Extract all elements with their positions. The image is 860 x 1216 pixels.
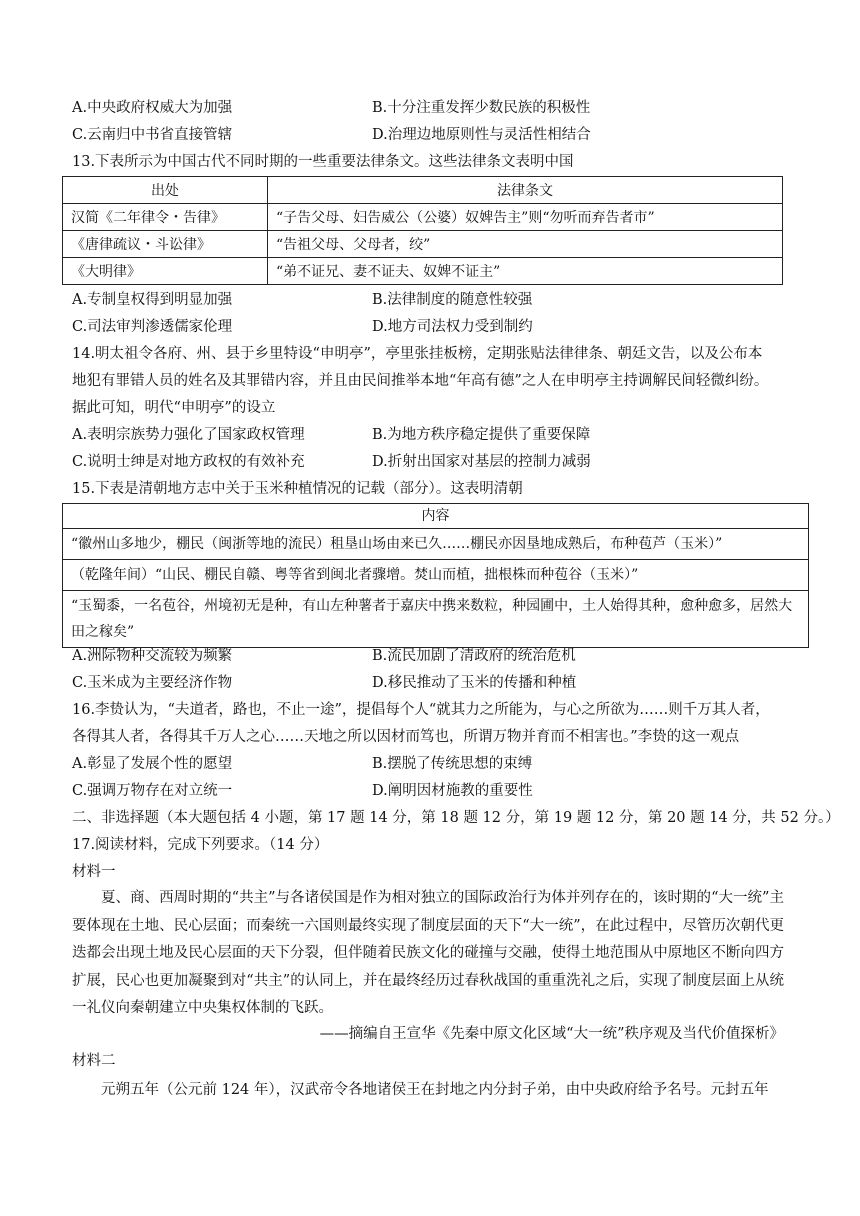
q14-option-b: B.为地方秩序稳定提供了重要保障 (372, 427, 591, 443)
q15-option-b: B.流民加剧了清政府的统治危机 (372, 648, 576, 664)
material1-label: 材料一 (72, 864, 116, 880)
material1-source: ——摘编自王宣华《先秦中原文化区域“大一统”秩序观及当代价值探析》 (319, 1026, 784, 1042)
q14-option-c: C.说明士绅是对地方政权的有效补充 (72, 454, 305, 470)
q14-option-a: A.表明宗族势力强化了国家政权管理 (72, 427, 305, 443)
q15-record-table (62, 503, 809, 648)
q12-option-a: A.中央政府权威大为加强 (72, 100, 233, 116)
table-header-source: 出处 (63, 177, 268, 204)
q16-option-c: C.强调万物存在对立统一 (72, 783, 233, 799)
q13-option-c: C.司法审判渗透儒家伦理 (72, 319, 233, 335)
q16-stem-line1: 16.李贽认为，“夫道者，路也，不止一途”，提倡每个人“就其力之所能为，与心之所欲为……则千万其人者， (72, 702, 770, 718)
table-row (63, 258, 783, 285)
q12-option-b: B.十分注重发挥少数民族的积极性 (372, 100, 591, 116)
q14-stem-line1: 14.明太祖令各府、州、县于乡里特设“申明亭”，亭里张挂板榜，定期张贴法律律条、朝廷文告，以及公布本 (72, 346, 763, 362)
table-row (63, 204, 783, 231)
q13-option-d: D.地方司法权力受到制约 (372, 319, 533, 335)
q13-law-table (62, 176, 783, 285)
table-row (63, 231, 783, 258)
table-cell-source: 汉简《二年律令・告律》 (63, 204, 268, 231)
table-row (63, 591, 809, 648)
table-header-law: 法律条文 (268, 177, 783, 204)
q17-stem: 17.阅读材料，完成下列要求。（14 分） (72, 837, 329, 853)
q13-option-b: B.法律制度的随意性较强 (372, 292, 533, 308)
table-header-content: 内容 (63, 504, 809, 529)
section-heading: 二、非选择题（本大题包括 4 小题，第 17 题 14 分，第 18 题 12 分，第 19 题 12 分，第 20 题 14 分，共 52 分。） (72, 810, 840, 826)
q16-option-a: A.彰显了发展个性的愿望 (72, 756, 233, 772)
q14-stem-line3: 据此可知，明代“申明亭”的设立 (72, 400, 276, 416)
q14-option-d: D.折射出国家对基层的控制力减弱 (372, 454, 591, 470)
table-row (63, 560, 809, 591)
table-cell-law: “告祖父母、父母者，绞” (268, 231, 783, 258)
q12-option-d: D.治理边地原则性与灵活性相结合 (372, 127, 591, 143)
table-cell-content: “玉蜀黍，一名苞谷，州境初无是种，有山左种薯者于嘉庆中携来数粒，种园圃中，土人始得其种，愈种愈多，居然大田之稼矣” (63, 591, 809, 648)
table-header-row (63, 504, 809, 529)
q15-option-c: C.玉米成为主要经济作物 (72, 675, 233, 691)
q12-option-c: C.云南归中书省直接管辖 (72, 127, 233, 143)
q13-option-a: A.专制皇权得到明显加强 (72, 292, 233, 308)
table-row (63, 529, 809, 560)
q13-stem: 13.下表所示为中国古代不同时期的一些重要法律条文。这些法律条文表明中国 (72, 154, 574, 170)
table-header-row (63, 177, 783, 204)
q16-option-b: B.摆脱了传统思想的束缚 (372, 756, 533, 772)
table-cell-source: 《唐律疏议・斗讼律》 (63, 231, 268, 258)
table-cell-law: “弟不证兄、妻不证夫、奴婢不证主” (268, 258, 783, 285)
q16-stem-line2: 各得其人者，各得其千万人之心……天地之所以因材而笃也，所谓万物并育而不相害也。”李贽的这一观点 (72, 729, 740, 745)
q15-stem: 15.下表是清朝地方志中关于玉米种植情况的记载（部分）。这表明清朝 (72, 481, 523, 497)
table-cell-content: （乾隆年间）“山民、棚民自赣、粤等省到闽北者骤增。焚山而植，拙根株而种苞谷（玉米）” (63, 560, 809, 591)
q14-stem-line2: 地犯有罪错人员的姓名及其罪错内容，并且由民间推举本地“年高有德”之人在申明亭主持调解民间轻微纠纷。 (72, 373, 769, 389)
q15-option-d: D.移民推动了玉米的传播和种植 (372, 675, 577, 691)
q16-option-d: D.阐明因材施教的重要性 (372, 783, 533, 799)
q15-option-a: A.洲际物种交流较为频繁 (72, 648, 233, 664)
table-cell-source: 《大明律》 (63, 258, 268, 285)
material1-text: 夏、商、西周时期的“共主”与各诸侯国是作为相对独立的国际政治行为体并列存在的，该时期的“大一统”主要体现在土地、民心层面；而秦统一六国则最终实现了制度层面的天下“大一统”，在此过程中，尽管历次朝代更迭都会出现土地及民心层面的天下分裂，但伴随着民族文化的碰撞与交融，使得土地范围从中原地区不断向四方扩展，民心也更加凝聚到对“共主”的认同上，并在最终经历过春秋战国的重重洗礼之后，实现了制度层面上从统一礼仪向秦朝建立中央集权体制的飞跃。 (72, 890, 784, 1016)
table-cell-law: “子告父母、妇告威公（公婆）奴婢告主”则“勿听而弃告者市” (268, 204, 783, 231)
material2-label: 材料二 (72, 1053, 116, 1069)
table-cell-content: “徽州山多地少，棚民（闽浙等地的流民）租垦山场由来已久……棚民亦因垦地成熟后，布种苞芦（玉米）” (63, 529, 809, 560)
material2-text: 元朔五年（公元前 124 年），汉武帝令各地诸侯王在封地之内分封子弟，由中央政府给予名号。元封五年 (101, 1082, 769, 1098)
